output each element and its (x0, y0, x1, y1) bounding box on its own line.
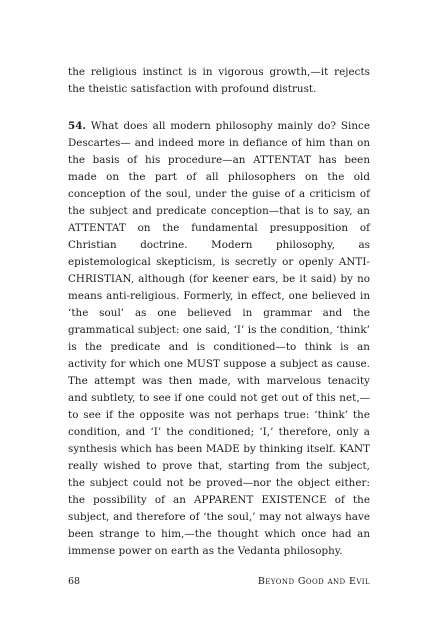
page-footer (68, 576, 370, 590)
page-number: 68 (68, 576, 81, 587)
section-paragraph (68, 118, 370, 560)
section-number: 54. (68, 119, 87, 132)
running-title: Beyond Good and Evil (257, 576, 370, 587)
section-text: What does all modern philosophy mainly do? Since Descartes— and indeed more in defiance of him than on the basis of his procedure—an ATTENTAT has been made on the part of all philosophers on the old conception of the soul, under the guise of a criticism of the subject and predicate conception—that is to say, an ATTENTAT on the fundamental presupposition of Christian doctrine. Modern philosophy, as epistemological skepticism, is secretly or openly ANTI-CHRISTIAN, although (for keener ears, be it said) by no means anti-religious. Formerly, in effect, one believed in ‘the soul’ as one believed in grammar and the grammatical subject: one said, ‘I’ is the condition, ‘think’ is the predicate and is conditioned—to think is an activity for which one MUST suppose a subject as cause. The attempt was then made, with marvelous tenacity and subtlety, to see if one could not get out of this net,—to see if the opposite was not perhaps true: ‘think’ the condition, and ‘I’ the conditioned; ‘I,’ therefore, only a synthesis which has been MADE by thinking itself. KANT really wished to prove that, starting from the subject, the subject could not be proved—nor the object either: the possibility of an APPARENT EXISTENCE of the subject, and therefore of ‘the soul,’ may not always have been strange to him,—the thought which once had an immense power on earth as the Vedanta philosophy. (68, 119, 370, 557)
page-body (68, 64, 370, 560)
continuation-paragraph: the religious instinct is in vigorous growth,—it rejects the theistic satisfaction with profound distrust. (68, 66, 370, 95)
